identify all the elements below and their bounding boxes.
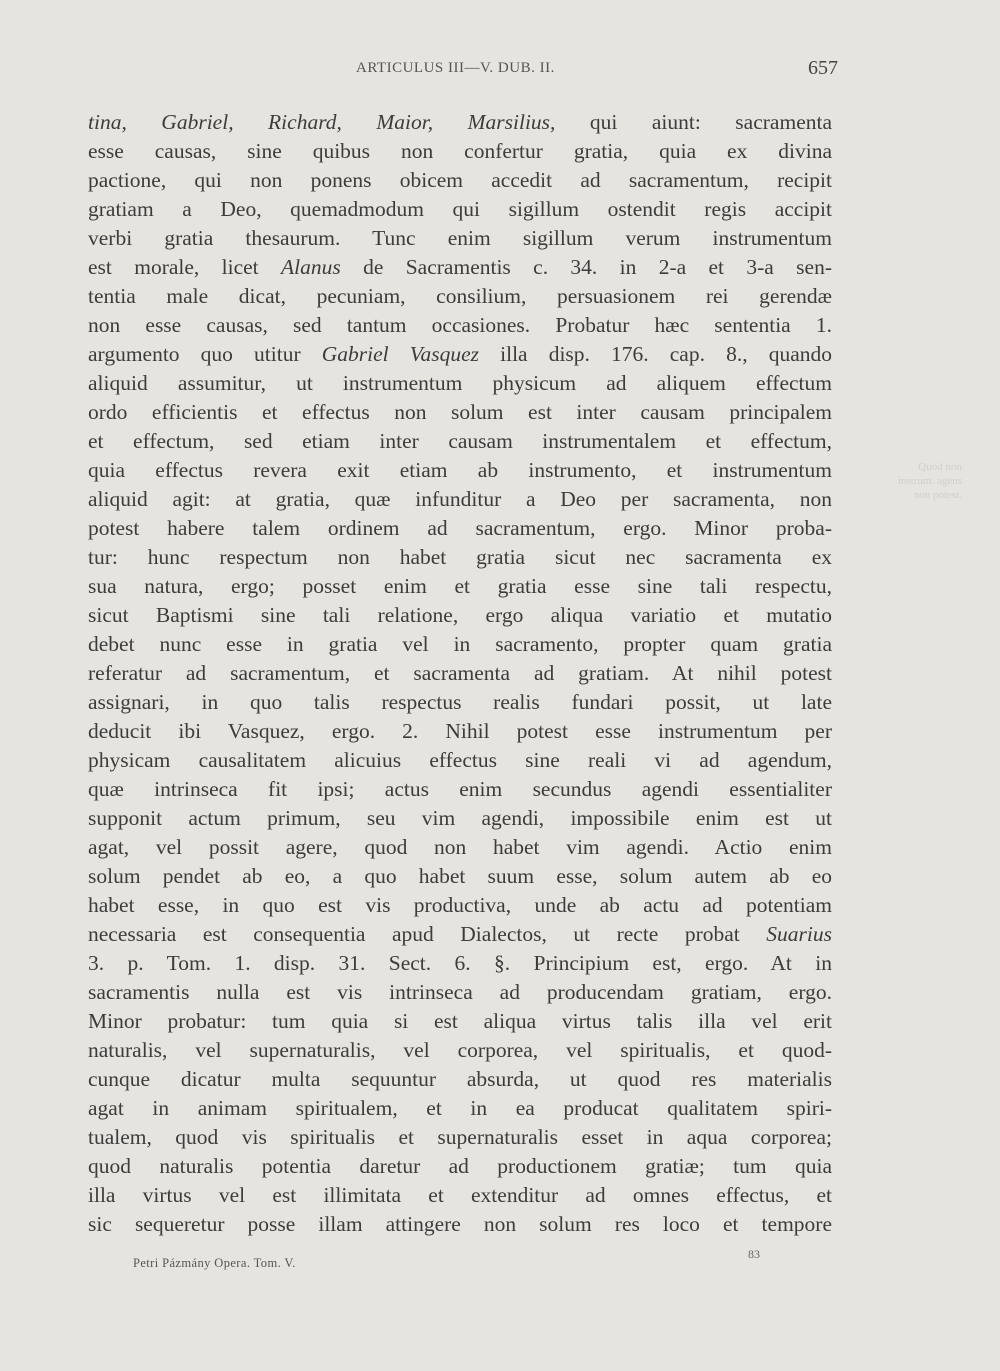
italic-name: Alanus — [281, 255, 341, 279]
text-segment: habet esse, in quo est vis productiva, unde ab actu ad potentiam — [88, 893, 832, 917]
text-line — [88, 1123, 832, 1152]
text-segment: cunque dicatur multa sequuntur absurda, ut quod res materialis — [88, 1067, 832, 1091]
text-line — [88, 717, 832, 746]
text-segment: 3. p. Tom. 1. disp. 31. Sect. 6. §. Principium est, ergo. At in — [88, 951, 832, 975]
text-line — [88, 833, 832, 862]
text-line — [88, 804, 832, 833]
text-line — [88, 369, 832, 398]
text-segment: verbi gratia thesaurum. Tunc enim sigillum verum instrumentum — [88, 226, 832, 250]
page-number: 657 — [808, 57, 838, 79]
text-segment: et effectum, sed etiam inter causam instrumentalem et effectum, — [88, 429, 832, 453]
text-segment: gratiam a Deo, quemadmodum qui sigillum ostendit regis accipit — [88, 197, 832, 221]
text-line — [88, 630, 832, 659]
text-segment: qui aiunt: sacramenta — [555, 110, 832, 134]
italic-name: Gabriel Vasquez — [321, 342, 480, 366]
text-line — [88, 514, 832, 543]
text-segment: illa disp. 176. cap. 8., quando — [479, 342, 832, 366]
text-line — [88, 659, 832, 688]
text-line — [88, 543, 832, 572]
text-line — [88, 1181, 832, 1210]
text-segment: illa virtus vel est illimitata et extenditur ad omnes effectus, et — [88, 1183, 832, 1207]
text-segment: deducit ibi Vasquez, ergo. 2. Nihil potest esse instrumentum per — [88, 719, 832, 743]
text-segment: potest habere talem ordinem ad sacramentum, ergo. Minor proba- — [88, 516, 832, 540]
text-line — [88, 166, 832, 195]
text-line — [88, 1152, 832, 1181]
text-line — [88, 282, 832, 311]
text-segment: Minor probatur: tum quia si est aliqua virtus talis illa vel erit — [88, 1009, 832, 1033]
text-line — [88, 1036, 832, 1065]
running-head — [0, 57, 1000, 84]
text-line — [88, 746, 832, 775]
text-segment: tur: hunc respectum non habet gratia sicut nec sacramenta ex — [88, 545, 832, 569]
text-line — [88, 775, 832, 804]
text-segment: solum pendet ab eo, a quo habet suum esse, solum autem ab eo — [88, 864, 832, 888]
body-text — [88, 108, 832, 1239]
text-segment: ordo efficientis et effectus non solum est inter causam principalem — [88, 400, 832, 424]
text-line — [88, 427, 832, 456]
text-segment: pactione, qui non ponens obicem accedit ad sacramentum, recipit — [88, 168, 832, 192]
text-line — [88, 253, 832, 282]
margin-note-line: Quod non — [918, 461, 962, 473]
text-segment: sic sequeretur posse illam attingere non solum res loco et tempore — [88, 1212, 832, 1236]
text-line — [88, 340, 832, 369]
text-segment: physicam causalitatem alicuius effectus sine reali vi ad agendum, — [88, 748, 832, 772]
text-line — [88, 862, 832, 891]
signature-mark: 83 — [748, 1247, 760, 1261]
text-segment: sua natura, ergo; posset enim et gratia esse sine tali respectu, — [88, 574, 832, 598]
text-segment: esse causas, sine quibus non confertur gratia, quia ex divina — [88, 139, 832, 163]
margin-note-line: instrum. agens — [897, 475, 962, 487]
text-segment: sicut Baptismi sine tali relatione, ergo aliqua variatio et mutatio — [88, 603, 832, 627]
running-title: ARTICULUS III—V. DUB. II. — [356, 60, 555, 76]
text-line — [88, 1094, 832, 1123]
text-segment: necessaria est consequentia apud Dialectos, ut recte probat — [88, 922, 767, 946]
text-line — [88, 601, 832, 630]
margin-note — [852, 460, 962, 502]
text-line — [88, 195, 832, 224]
text-segment: tualem, quod vis spiritualis et supernaturalis esset in aqua corporea; — [88, 1125, 832, 1149]
text-segment: aliquid agit: at gratia, quæ infunditur a Deo per sacramenta, non — [88, 487, 832, 511]
text-segment: sacramentis nulla est vis intrinseca ad producendam gratiam, ergo. — [88, 980, 832, 1004]
footer-left: Petri Pázmány Opera. Tom. V. — [133, 1256, 296, 1270]
text-segment: aliquid assumitur, ut instrumentum physicum ad aliquem effectum — [88, 371, 832, 395]
text-segment: naturalis, vel supernaturalis, vel corporea, vel spiritualis, et quod- — [88, 1038, 832, 1062]
text-line — [88, 224, 832, 253]
text-segment: assignari, in quo talis respectus realis fundari possit, ut late — [88, 690, 832, 714]
text-line — [88, 920, 832, 949]
text-line — [88, 978, 832, 1007]
text-segment: agat, vel possit agere, quod non habet vim agendi. Actio enim — [88, 835, 832, 859]
text-segment: referatur ad sacramentum, et sacramenta ad gratiam. At nihil potest — [88, 661, 832, 685]
text-line — [88, 572, 832, 601]
italic-name: Suarius — [766, 922, 832, 946]
margin-note-line: non potest. — [913, 489, 962, 501]
text-segment: argumento quo utitur — [88, 342, 322, 366]
italic-name: tina, Gabriel, Richard, Maior, Marsilius, — [88, 110, 556, 134]
text-segment: debet nunc esse in gratia vel in sacramento, propter quam gratia — [88, 632, 832, 656]
text-segment: quia effectus revera exit etiam ab instrumento, et instrumentum — [88, 458, 832, 482]
text-line — [88, 1007, 832, 1036]
text-segment: de Sacramentis c. 34. in 2-a et 3-a sen- — [340, 255, 832, 279]
text-segment: quod naturalis potentia daretur ad productionem gratiæ; tum quia — [88, 1154, 832, 1178]
text-segment: est morale, licet — [88, 255, 281, 279]
text-line — [88, 1210, 832, 1239]
text-line — [88, 137, 832, 166]
text-line — [88, 688, 832, 717]
text-line — [88, 485, 832, 514]
text-line — [88, 891, 832, 920]
text-line — [88, 456, 832, 485]
text-line — [88, 398, 832, 427]
text-line — [88, 108, 832, 137]
text-segment: quæ intrinseca fit ipsi; actus enim secundus agendi essentialiter — [88, 777, 832, 801]
text-segment: non esse causas, sed tantum occasiones. Probatur hæc sententia 1. — [88, 313, 832, 337]
text-segment: tentia male dicat, pecuniam, consilium, persuasionem rei gerendæ — [88, 284, 832, 308]
text-segment: agat in animam spiritualem, et in ea producat qualitatem spiri- — [88, 1096, 832, 1120]
text-line — [88, 949, 832, 978]
text-line — [88, 311, 832, 340]
text-line — [88, 1065, 832, 1094]
text-segment: supponit actum primum, seu vim agendi, impossibile enim est ut — [88, 806, 832, 830]
